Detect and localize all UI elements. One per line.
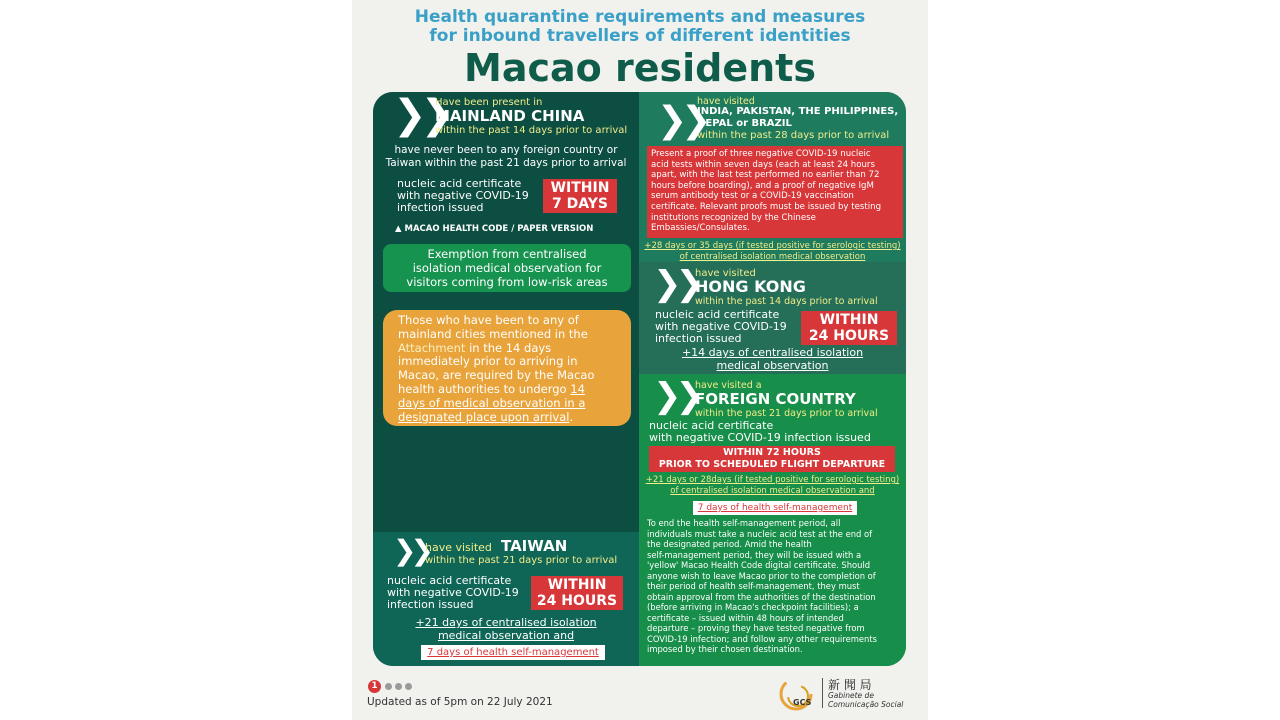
req-line: serum antibody test or a COVID-19 vaccination — [651, 191, 854, 202]
hongkong-post: within the past 14 days prior to arrival — [695, 296, 878, 307]
detail-line: anyone wish to leave Macao prior to the completion of — [647, 570, 876, 581]
req-line: hours before boarding), and a proof of negative IgM — [651, 180, 874, 191]
obs-line: +14 days of centralised isolation — [681, 346, 864, 359]
footer — [352, 672, 928, 720]
obs-line: of centralised isolation medical observation — [679, 252, 866, 262]
place-line: INDIA, PAKISTAN, THE PHILIPPINES, — [697, 106, 899, 117]
taiwan-pre: have visited — [425, 541, 492, 554]
att-line: Macao, are required by the Macao — [398, 368, 595, 383]
hongkong-place: HONG KONG — [695, 277, 806, 296]
detail-line: imposed by their chosen destination. — [647, 644, 803, 654]
att-line: immediately prior to arriving in — [398, 354, 578, 369]
cert-line: nucleic acid certificate — [649, 419, 774, 432]
att-text: health authorities to undergo — [398, 381, 571, 396]
detail-line: 'yellow' Macao Health Code digital certificate. Should — [647, 560, 871, 570]
page-indicator-active[interactable]: 1 — [368, 680, 381, 693]
att-underline: 14 — [570, 381, 585, 396]
taiwan-self-management: 7 days of health self-management — [421, 645, 605, 660]
detail-line: departure – proving they have tested negative from — [647, 623, 865, 633]
logo-divider — [822, 678, 823, 708]
detail-line: (before arriving in Macao's checkpoint facilities); a — [647, 602, 859, 612]
detail-line: To end the health self-management period, all — [647, 518, 841, 528]
req-line: Present a proof of three negative COVID-19 nucleic — [651, 149, 871, 159]
taiwan-observation — [373, 616, 639, 642]
obs-line: medical observation — [716, 359, 829, 372]
obs-line: medical observation and — [437, 629, 575, 642]
foreign-self-management: 7 days of health self-management — [693, 501, 857, 515]
page-indicator-dot[interactable] — [385, 683, 392, 690]
chevron-right-icon: ❯❯ — [657, 100, 706, 141]
cert-line: with negative COVID-19 — [655, 320, 787, 333]
taiwan-section — [373, 532, 639, 666]
foreign-cert — [649, 420, 871, 444]
req-line: Embassies/Consulates. — [651, 223, 750, 234]
exempt-line: Exemption from centralised — [427, 247, 587, 261]
detail-line: obtain approval from the authorities of the destination — [647, 591, 876, 602]
att-line: mainland cities mentioned in the — [398, 326, 588, 341]
att-text: . — [569, 409, 574, 424]
detail-line: their period of health self-management, they must — [647, 581, 860, 591]
chevron-right-icon: ❯❯ — [393, 534, 428, 567]
att-text: in the 14 days — [465, 340, 552, 355]
obs-line: +21 days of centralised isolation — [415, 616, 597, 629]
foreign-within-badge — [649, 446, 895, 472]
updated-timestamp: Updated as of 5pm on 22 July 2021 — [367, 696, 553, 708]
place-line: NEPAL or BRAZIL — [697, 118, 792, 129]
detail-line: the designated period. Amid the health — [647, 539, 812, 549]
hongkong-within-badge — [801, 311, 897, 345]
page-indicator-dot[interactable] — [405, 683, 412, 690]
india-requirement — [647, 146, 903, 238]
foreign-post: within the past 21 days prior to arrival — [695, 408, 878, 419]
page-indicator-dot[interactable] — [395, 683, 402, 690]
logo-pt-line: Comunicação Social — [828, 700, 904, 709]
taiwan-within-badge — [531, 576, 623, 610]
att-line: Those who have been to any of — [398, 313, 579, 327]
mainland-within-badge — [543, 179, 617, 213]
mainland-place: MAINLAND CHINA — [435, 107, 585, 125]
cert-line: infection issued — [397, 201, 484, 214]
poster — [352, 0, 928, 720]
cert-line: nucleic acid certificate — [387, 574, 512, 587]
cert-line: with negative COVID-19 — [397, 189, 529, 202]
within-line: 24 HOURS — [808, 328, 890, 344]
info-panel — [373, 92, 906, 666]
detail-line: COVID-19 infection; and follow any other requirements — [647, 633, 878, 644]
att-line — [398, 383, 621, 397]
hongkong-observation — [639, 346, 906, 372]
req-line: institutions recognized by the Chinese — [651, 212, 816, 223]
india-section — [639, 92, 906, 262]
taiwan-place: TAIWAN — [501, 537, 568, 555]
within-line: WITHIN — [547, 577, 607, 593]
within-line: WITHIN 72 HOURS — [723, 447, 821, 458]
obs-line: +21 days or 28days (if tested positive for serologic testing) — [645, 475, 900, 485]
attachment-notice — [383, 310, 631, 426]
foreign-self-management-details — [647, 518, 877, 655]
chevron-right-icon: ❯❯ — [653, 376, 698, 416]
detail-line: self-management period, they will be issued with a — [647, 549, 862, 560]
within-line: 24 HOURS — [536, 593, 618, 609]
foreign-observation — [639, 475, 906, 497]
obs-line: of centralised isolation medical observation and — [670, 486, 875, 496]
mainland-pre: Have been present in — [435, 97, 543, 108]
att-line — [398, 342, 621, 356]
mainland-cond-line: have never been to any foreign country or — [394, 144, 618, 156]
mainland-cond-line: Taiwan within the past 21 days prior to arrival — [385, 157, 627, 169]
mainland-cert — [397, 178, 529, 214]
hongkong-section — [639, 262, 906, 374]
within-line: 7 DAYS — [552, 196, 608, 212]
within-line: WITHIN — [819, 312, 879, 328]
mainland-post: within the past 14 days prior to arrival — [435, 125, 628, 136]
within-line: PRIOR TO SCHEDULED FLIGHT DEPARTURE — [658, 459, 886, 470]
foreign-place: FOREIGN COUNTRY — [695, 390, 856, 408]
header-line-1: Health quarantine requirements and measures — [414, 7, 866, 27]
att-underline: designated place upon arrival — [398, 409, 570, 424]
detail-line: individuals must take a nucleic acid test at the end of — [647, 528, 873, 539]
cert-line: infection issued — [655, 332, 742, 345]
detail-line: certificate – issued within 48 hours of intended — [647, 612, 844, 623]
india-observation — [639, 241, 906, 263]
gcs-logo-portuguese — [828, 691, 903, 709]
taiwan-cert — [387, 575, 519, 611]
gcs-logo-chinese: 新 聞 局 — [828, 678, 872, 692]
logo-pt-line: Gabinete de — [828, 691, 874, 700]
mainland-condition — [373, 144, 639, 170]
within-line: WITHIN — [550, 180, 610, 196]
req-line: certificate. Relevant proofs must be issued by testing — [651, 201, 882, 212]
india-post: within the past 28 days prior to arrival — [697, 130, 890, 141]
att-line: days of medical observation in a — [398, 395, 586, 410]
cert-line: nucleic acid certificate — [655, 308, 780, 321]
hongkong-pre: have visited — [695, 268, 756, 279]
foreign-section — [639, 374, 906, 666]
cert-line: infection issued — [387, 598, 474, 611]
chevron-right-icon: ❯❯ — [653, 264, 698, 304]
exempt-line: visitors coming from low-risk areas — [406, 275, 608, 289]
header-line-2: for inbound travellers of different identities — [429, 26, 851, 46]
exempt-line: isolation medical observation for — [412, 261, 602, 275]
header-subtitle — [352, 8, 928, 46]
india-places — [697, 106, 898, 130]
india-pre: have visited — [697, 96, 755, 107]
hongkong-cert — [655, 309, 787, 345]
mainland-section — [373, 92, 639, 532]
req-line: acid tests within seven days (each at least 24 hours — [651, 159, 875, 170]
page-title: Macao residents — [464, 46, 816, 90]
attachment-link[interactable]: Attachment — [398, 340, 466, 355]
foreign-pre: have visited a — [695, 380, 762, 391]
gcs-logo-abbr: GCS — [793, 698, 812, 707]
att-line — [398, 411, 621, 425]
req-line: apart, with the last test performed no earlier than 72 — [651, 170, 880, 181]
cert-line: nucleic acid certificate — [397, 177, 522, 190]
taiwan-post: within the past 21 days prior to arrival — [425, 555, 618, 566]
cert-line: with negative COVID-19 infection issued — [649, 431, 871, 444]
exemption-box — [383, 244, 631, 292]
chevron-right-icon: ❯❯ — [393, 92, 449, 138]
obs-line: +28 days or 35 days (if tested positive for serologic testing) — [644, 241, 901, 251]
health-code-label: ▲ MACAO HEALTH CODE / PAPER VERSION — [395, 224, 594, 234]
cert-line: with negative COVID-19 — [387, 586, 519, 599]
